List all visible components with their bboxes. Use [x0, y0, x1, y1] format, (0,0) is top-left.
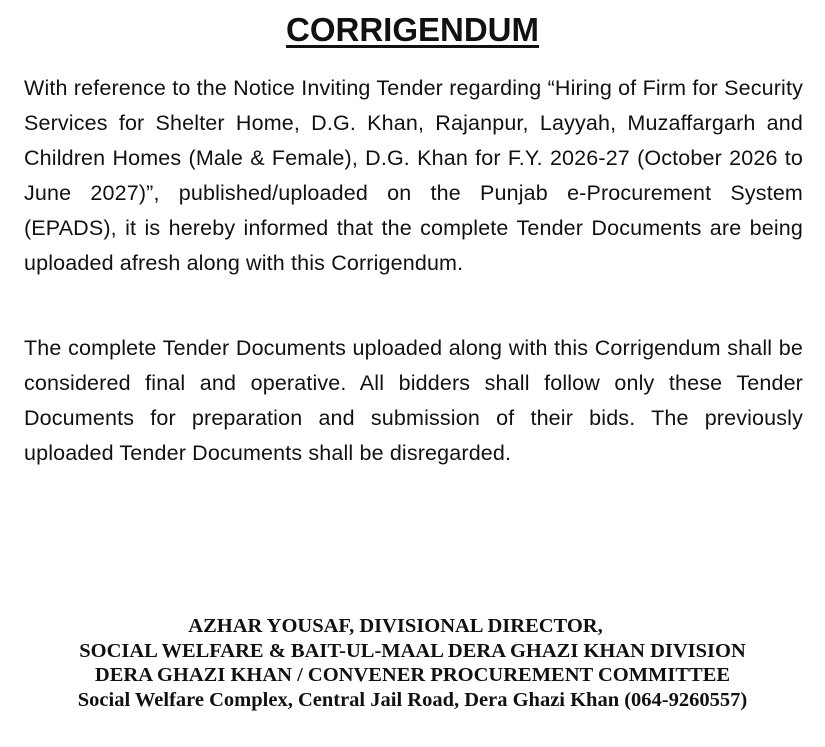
signatory-department: SOCIAL WELFARE & BAIT-UL-MAAL DERA GHAZI KHAN DIVISION: [79, 639, 746, 662]
document-title-container: [0, 8, 825, 52]
signatory-committee: DERA GHAZI KHAN / CONVENER PROCUREMENT COMMITTEE: [94, 664, 731, 686]
paragraph-instructions: The complete Tender Documents uploaded along with this Corrigendum shall be considered final and operative. All bidders shall follow only these Tender Documents for preparation and submission of their bids. The previously uploaded Tender Documents shall be disregarded.: [24, 336, 803, 465]
signatory-address: Social Welfare Complex, Central Jail Road, Dera Ghazi Khan (064-9260557): [77, 688, 748, 711]
document-title: CORRIGENDUM: [286, 11, 539, 48]
paragraph-reference: With reference to the Notice Inviting Tender regarding “Hiring of Firm for Security Services for Shelter Home, D.G. Khan, Rajanpur, Layyah, Muzaffargarh and Children Homes (Male & Female), D.G. Khan for F.Y. 2026-27 (October 2026 to June 2027)”, published/uploaded on the Punjab e-Procurement System (EPADS), it is hereby informed that the complete Tender Documents are being uploaded afresh along with this Corrigendum.: [24, 76, 803, 275]
signature-block: [0, 614, 825, 712]
signatory-name-designation: AZHAR YOUSAF, DIVISIONAL DIRECTOR,: [188, 615, 603, 637]
